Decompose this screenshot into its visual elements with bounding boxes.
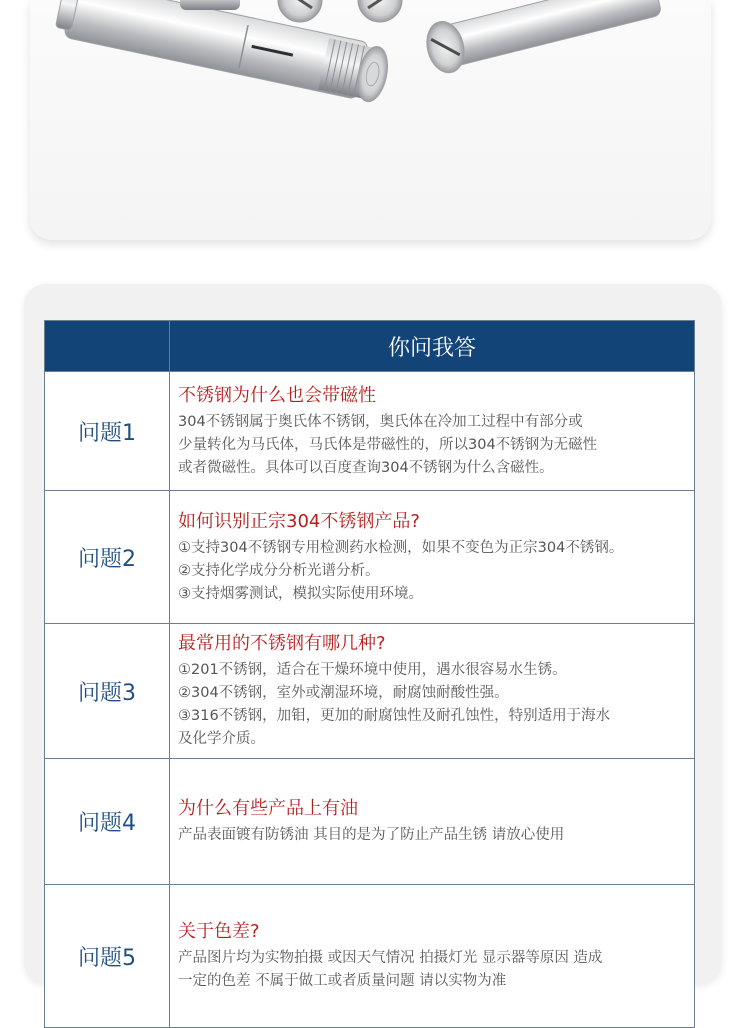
answer-line: 一定的色差 不属于做工或者质量问题 请以实物为准 — [178, 973, 507, 989]
faq-header-corner — [45, 321, 170, 372]
faq-row — [45, 759, 695, 885]
faq-row — [45, 624, 695, 759]
faq-row — [45, 372, 695, 491]
faq-header-row — [45, 321, 695, 372]
main-bolt — [54, 0, 393, 104]
answer-line: ①支持304不锈钢专用检测药水检测，如果不变色为正宗304不锈钢。 — [178, 539, 624, 556]
answer-cell — [170, 372, 695, 491]
question-label: 问题1 — [45, 372, 170, 491]
anchor-bolts-illustration — [30, 0, 711, 240]
question-label: 问题2 — [45, 491, 170, 624]
product-photo — [30, 0, 711, 240]
faq-table — [44, 320, 695, 1028]
answer-line: ②304不锈钢，室外或潮湿环境，耐腐蚀耐酸性强。 — [178, 685, 509, 701]
answer-line: ①201不锈钢，适合在干燥环境中使用，遇水很容易水生锈。 — [178, 662, 567, 678]
faq-heading: 你问我答 — [170, 321, 695, 372]
question-title: 不锈钢为什么也会带磁性 — [178, 384, 376, 406]
answer-line: 及化学介质。 — [178, 731, 265, 747]
answer-cell — [170, 624, 695, 759]
question-title: 关于色差? — [178, 921, 260, 942]
answer-line: 产品表面镀有防锈油 其目的是为了防止产品生锈 请放心使用 — [178, 827, 565, 843]
answer-line: ②支持化学成分分析光谱分析。 — [178, 562, 380, 579]
answer-line: 少量转化为马氏体，马氏体是带磁性的，所以304不锈钢为无磁性 — [178, 436, 598, 453]
question-title: 如何识别正宗304不锈钢产品? — [178, 510, 420, 532]
faq-row — [45, 491, 695, 624]
question-label: 问题5 — [45, 885, 170, 1028]
answer-line: 或者微磁性。具体可以百度查询304不锈钢为什么含磁性。 — [178, 459, 554, 476]
question-label: 问题3 — [45, 624, 170, 759]
answer-line: ③316不锈钢，加钼，更加的耐腐蚀性及耐孔蚀性，特别适用于海水 — [178, 708, 611, 724]
answer-line: 304不锈钢属于奥氏体不锈钢，奥氏体在冷加工过程中有部分或 — [178, 413, 583, 430]
answer-line: 产品图片均为实物拍摄 或因天气情况 拍摄灯光 显示器等原因 造成 — [178, 950, 603, 966]
answer-cell — [170, 491, 695, 624]
faq-row — [45, 885, 695, 1028]
answer-cell — [170, 885, 695, 1028]
question-label: 问题4 — [45, 759, 170, 885]
question-title: 最常用的不锈钢有哪几种? — [178, 633, 386, 654]
question-title: 为什么有些产品上有油 — [178, 798, 358, 819]
answer-line: ③支持烟雾测试，模拟实际使用环境。 — [178, 585, 423, 602]
answer-cell — [170, 759, 695, 885]
